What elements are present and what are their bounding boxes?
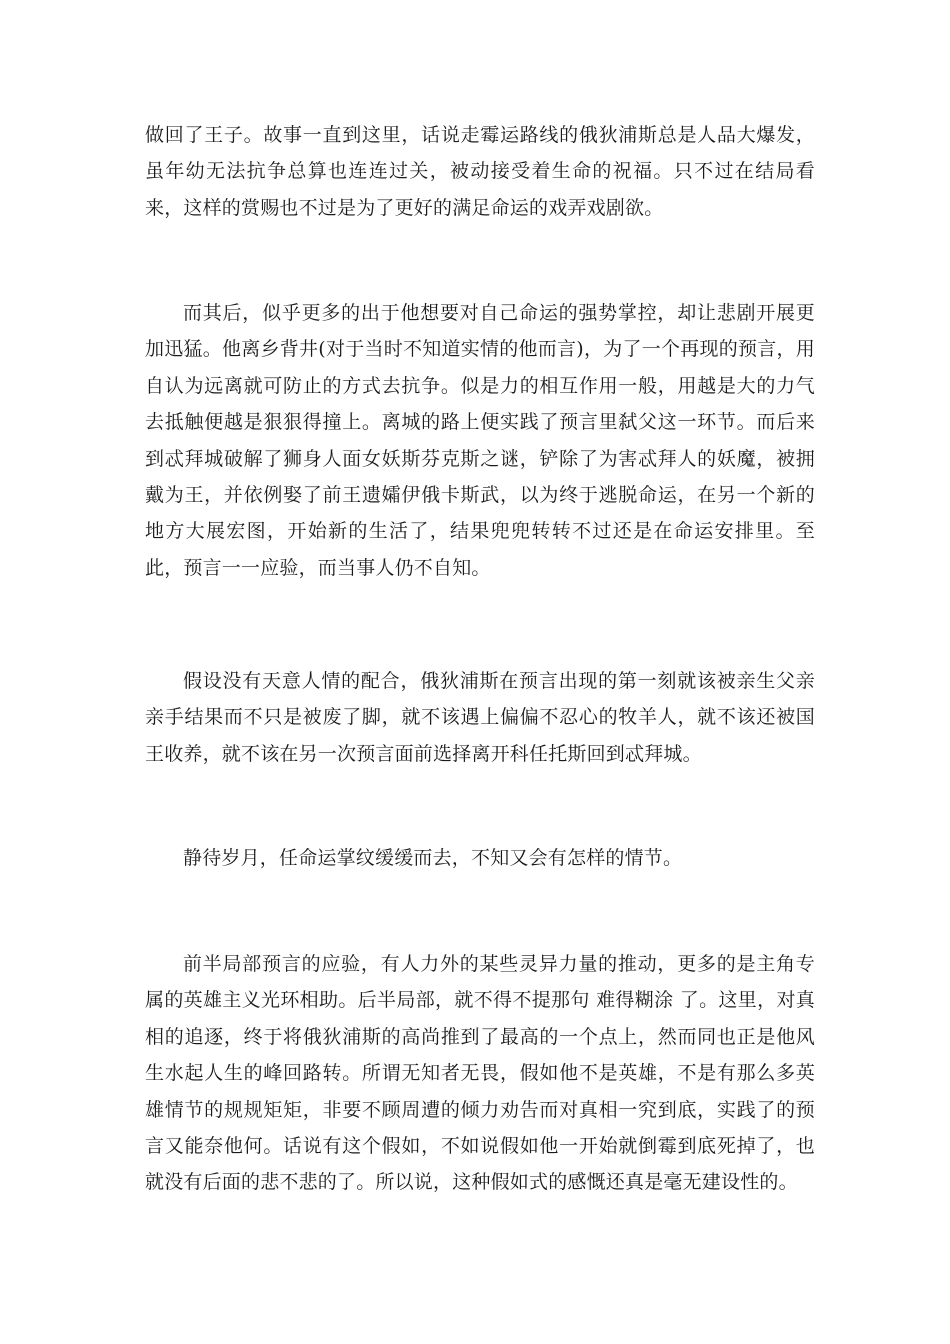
paragraph-2: 而其后，似乎更多的出于他想要对自己命运的强势掌控，却让悲剧开展更加迅猛。他离乡背井(对于当时不知道实情的他而言)，为了一个再现的预言，用自认为远离就可防止的方式去抗争。似是力的相互作用一般，用越是大的力气去抵触便越是狠狠得撞上。离城的路上便实践了预言里弑父这一环节。而后来到忒拜城破解了狮身人面女妖斯芬克斯之谜，铲除了为害忒拜人的妖魔，被拥戴为王，并依例娶了前王遗孀伊俄卡斯武，以为终于逃脱命运，在另一个新的地方大展宏图，开始新的生活了，结果兜兜转转不过还是在命运安排里。至此，预言一一应验，而当事人仍不自知。	[145, 302, 815, 579]
paragraph-4: 静待岁月，任命运掌纹缓缓而去，不知又会有怎样的情节。	[183, 847, 683, 869]
paragraph-1: 做回了王子。故事一直到这里，话说走霉运路线的俄狄浦斯总是人品大爆发，虽年幼无法抗争总算也连连过关，被动接受着生命的祝福。只不过在结局看来，这样的赏赐也不过是为了更好的满足命运的戏弄戏剧欲。	[145, 124, 815, 219]
paragraph-5: 前半局部预言的应验，有人力外的某些灵异力量的推动，更多的是主角专属的英雄主义光环相助。后半局部，就不得不提那句 难得糊涂 了。这里，对真相的追逐，终于将俄狄浦斯的高尚推到了最高的一个点上，然而同也正是他风生水起人生的峰回路转。所谓无知者无畏，假如他不是英雄，不是有那么多英雄情节的规规矩矩，非要不顾周遭的倾力劝告而对真相一究到底，实践了的预言又能奈他何。话说有这个假如，不如说假如他一开始就倒霉到底死掉了，也就没有后面的悲不悲的了。所以说，这种假如式的感慨还真是毫无建设性的。	[145, 953, 815, 1194]
paragraph-3: 假设没有天意人情的配合，俄狄浦斯在预言出现的第一刻就该被亲生父亲亲手结果而不只是被废了脚，就不该遇上偏偏不忍心的牧羊人，就不该还被国王收养，就不该在另一次预言面前选择离开科任托斯回到忒拜城。	[145, 670, 815, 765]
